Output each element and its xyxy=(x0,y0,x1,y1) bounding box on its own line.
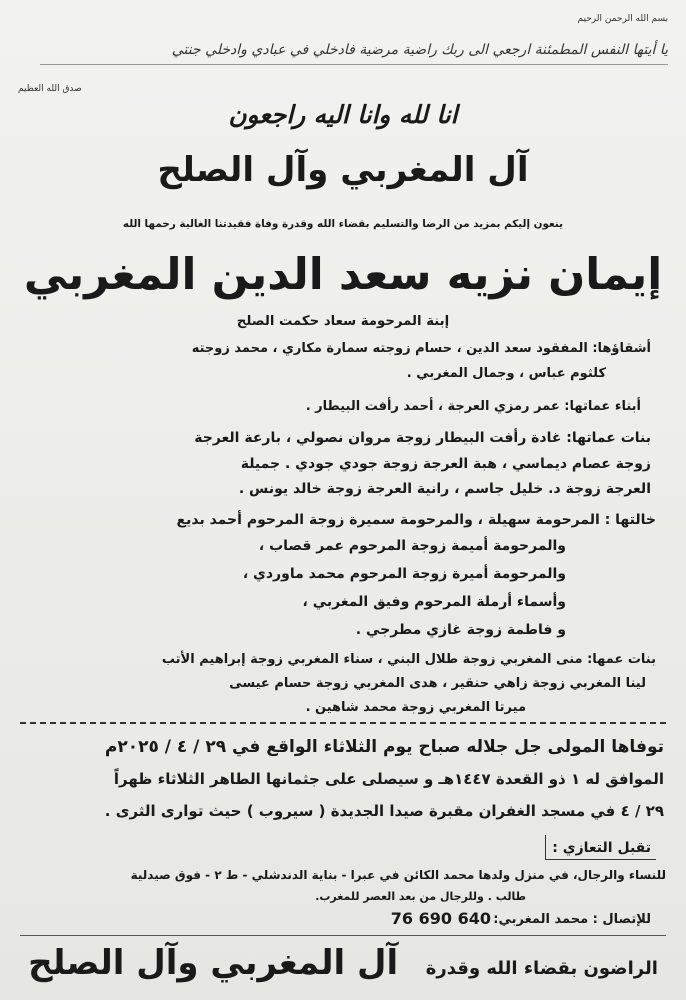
aunts-line: والمرحومة أميرة زوجة المرحوم محمد ماوردي ، xyxy=(242,566,566,582)
footer-family: آل المغربي وآل الصلح xyxy=(28,943,399,983)
announcement-line: ينعون إليكم بمزيد من الرضا والتسليم بقضاء الله وقدرة وفاة فقيدتنا الغالية رحمها الله xyxy=(122,218,564,230)
footer xyxy=(0,943,686,983)
condolences-heading: تقبل التعازي : xyxy=(552,840,651,856)
deceased-name: إيمان نزيه سعد الدين المغربي xyxy=(23,250,663,300)
aunts-line: خالتها : المرحومة سهيلة ، والمرحومة سميرة زوجة المرحوم أحمد بديع xyxy=(176,512,656,528)
footer-divider xyxy=(20,935,666,936)
cousins-daughters-line: زوجة عصام ديماسي ، هبة العرجة زوجة جودي جودي . جميلة xyxy=(240,456,651,472)
uncle-daughters-line: بنات عمها: منى المغربي زوجة طلال البني ، سناء المغربي زوجة إبراهيم الأتب xyxy=(161,652,656,667)
death-info-line: ٢٩ / ٤ في مسجد الغفران مقبرة صيدا الجديدة ( سيروب ) حيث توارى الثرى . xyxy=(104,802,664,820)
uncle-daughters-line: لينا المغربي زوجة زاهي حنقير ، هدى المغربي زوجة حسام عيسى xyxy=(229,676,646,691)
condolences-line: طالب . وللرجال من بعد العصر للمغرب. xyxy=(315,890,526,903)
aunts-line: و فاطمة زوجة غازي مطرجي . xyxy=(355,622,566,638)
death-info-line: توفاها المولى جل جلاله صباح يوم الثلاثاء الواقع في ٢٩ / ٤ / ٢٠٢٥م xyxy=(104,737,664,757)
contact-phone: 76 690 640 xyxy=(390,909,491,928)
cousins-daughters-line: العرجة زوجة د. خليل جاسم ، رانية العرجة زوجة خالد يونس . xyxy=(238,481,651,497)
aunts-line: والمرحومة أميمة زوجة المرحوم عمر قصاب ، xyxy=(258,538,566,554)
contact-label: للإتصال : محمد المغربي: xyxy=(493,912,651,927)
inna-lillah: انا لله وانا اليه راجعون xyxy=(228,100,458,129)
death-info-line: الموافق له ١ ذو القعدة ١٤٤٧هـ و سيصلى على جثمانها الطاهر الثلاثاء ظهراً xyxy=(113,770,664,788)
verse-underline xyxy=(40,64,668,65)
uncle-daughters-line: ميرتا المغربي زوجة محمد شاهين . xyxy=(305,700,526,715)
cousins-daughters-line: بنات عماتها: غادة رأفت البيطار زوجة مروان نصولي ، بارعة العرجة xyxy=(194,430,651,446)
divider xyxy=(20,722,666,724)
footer-prefix: الراضون بقضاء الله وقدرة xyxy=(425,958,658,979)
basmala: بسم الله الرحمن الرحيم xyxy=(577,14,668,24)
condolences-line: للنساء والرجال، في منزل ولدها محمد الكائن في عبرا - بناية الدندشلي - ط ٢ - فوق صيدلية xyxy=(130,868,666,882)
siblings-line: أشقاؤها: المفقود سعد الدين ، حسام زوجته سمارة مكاري ، محمد زوجته xyxy=(191,341,651,356)
cousins-sons-line: أبناء عماتها: عمر رمزي العرجة ، أحمد رأفت البيطار . xyxy=(305,399,641,414)
sadaqa-text: صدق الله العظيم xyxy=(18,84,82,94)
family-title: آل المغربي وآل الصلح xyxy=(157,150,529,190)
aunts-line: وأسماء أرملة المرحوم وفيق المغربي ، xyxy=(302,594,566,610)
daughter-of: إبنة المرحومة سعاد حكمت الصلح xyxy=(236,314,450,329)
siblings-line: كلثوم عباس ، وجمال المغربي . xyxy=(406,366,606,381)
quran-verse: يا أيتها النفس المطمئنة ارجعي الى ربك راضية مرضية فادخلي في عبادي وادخلي جنتي xyxy=(171,42,668,58)
